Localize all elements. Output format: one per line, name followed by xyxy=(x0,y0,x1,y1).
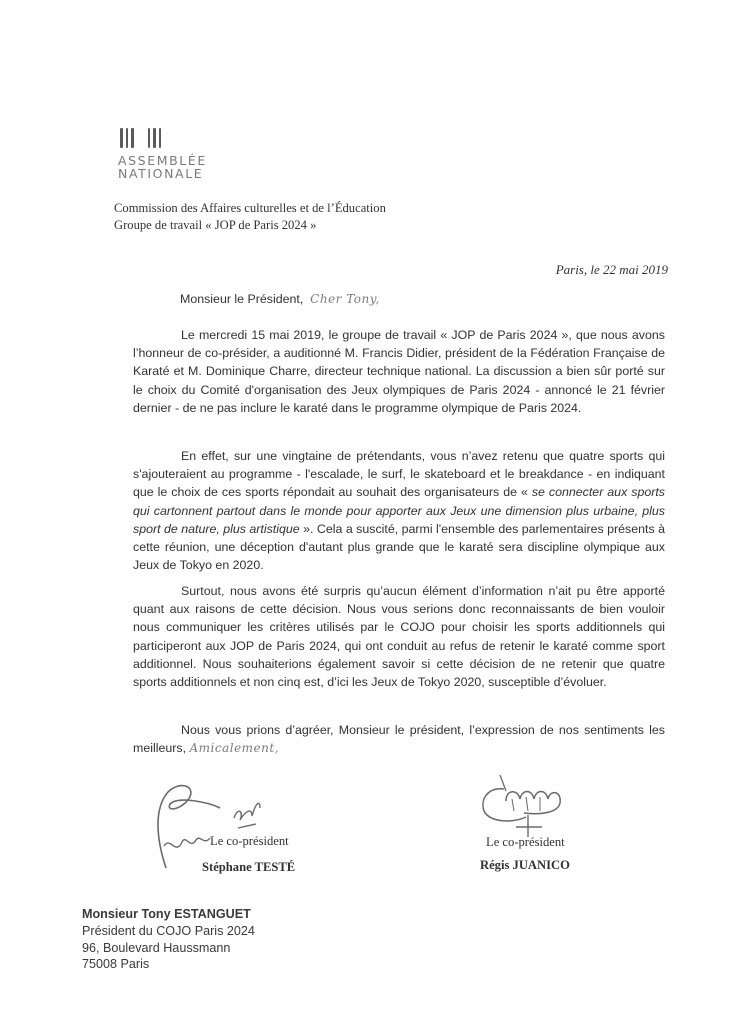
salutation-printed: Monsieur le Président, xyxy=(180,292,304,306)
letter-date: Paris, le 22 mai 2019 xyxy=(555,262,668,277)
paragraph-3 xyxy=(133,582,665,691)
assemblee-nationale-bars-icon xyxy=(120,128,207,148)
signatory-role: Le co-président xyxy=(486,835,565,849)
signatory-name: Stéphane TESTÉ xyxy=(202,860,296,874)
working-group-name: Groupe de travail « JOP de Paris 2024 » xyxy=(114,218,317,232)
recipient-city: 75008 Paris xyxy=(82,957,150,972)
paragraph-2-before: En effet, sur une vingtaine de prétendants, vous n’avez retenu que quatre sports qui s'ajouteraient au programme - l'escalade, le surf, le skateboard et le breakdance - en indiquant que le choix de ces sports répondait au souhait des organisateurs de « xyxy=(133,449,665,500)
signatory-name: Régis JUANICO xyxy=(480,858,570,872)
recipient-address xyxy=(82,906,255,973)
paragraph-2-after: ». Cela a suscité, parmi l'ensemble des parlementaires présents à cette réunion, une déception d'autant plus grande que le karaté sera discipline olympique aux Jeux de Tokyo en 2020. xyxy=(133,521,665,573)
paragraph-2 xyxy=(133,447,665,574)
letterhead xyxy=(114,200,386,234)
signature-block-juanico xyxy=(470,775,610,875)
closing-text xyxy=(133,721,665,757)
salutation-handwritten: Cher Tony, xyxy=(310,292,380,306)
logo-line-1: ASSEMBLÉE xyxy=(118,153,207,168)
logo-line-2: NATIONALE xyxy=(118,166,204,181)
assemblee-nationale-logo xyxy=(118,128,207,180)
paragraph-2-quote: se connecter aux sports qui cartonnent partout dans le monde pour apporter aux Jeux une dimension plus urbaine, plus sport de nature, plus artistique xyxy=(133,485,665,536)
signature-block-teste xyxy=(148,778,348,878)
closing-paragraph xyxy=(133,721,665,757)
signatory-role: Le co-président xyxy=(210,834,289,848)
closing-handwritten: Amicalement, xyxy=(189,741,280,756)
recipient-title: Président du COJO Paris 2024 xyxy=(82,923,255,938)
salutation xyxy=(180,292,380,306)
paragraph-1-text: Le mercredi 15 mai 2019, le groupe de travail « JOP de Paris 2024 », que nous avons l’honneur de co-présider, a auditionné M. Francis Didier, président de la Fédération Française de Karaté et M. Dominique Charre, directeur technique national. La discussion a bien sûr porté sur le choix du Comité d'organisation des Jeux olympiques de Paris 2024 - annoncé le 21 février dernier - de ne pas inclure le karaté dans le programme olympique de Paris 2024. xyxy=(133,328,665,415)
paragraph-2-text xyxy=(133,447,665,574)
recipient-street: 96, Boulevard Haussmann xyxy=(82,940,231,955)
paragraph-1 xyxy=(133,326,665,417)
recipient-name: Monsieur Tony ESTANGUET xyxy=(82,907,251,921)
commission-name: Commission des Affaires culturelles et de l’Éducation xyxy=(114,201,386,215)
paragraph-3-text: Surtout, nous avons été surpris qu’aucun élément d’information n’ait pu être apporté quant aux raisons de cette décision. Nous vous serions donc reconnaissants de bien vouloir nous communiquer les critères utilisés par le COJO pour choisir les sports additionnels qui participeront aux JOP de Paris 2024, qui ont conduit au refus de retenir le karaté comme sport additionnel. Nous souhaiterions également savoir si cette décision de ne retenir que quatre sports additionnels et non cinq est, d’ici les Jeux de Tokyo 2020, susceptible d’évoluer. xyxy=(133,584,665,690)
closing-printed: Nous vous prions d’agréer, Monsieur le président, l’expression de nos sentiments les meilleurs, xyxy=(133,723,665,756)
